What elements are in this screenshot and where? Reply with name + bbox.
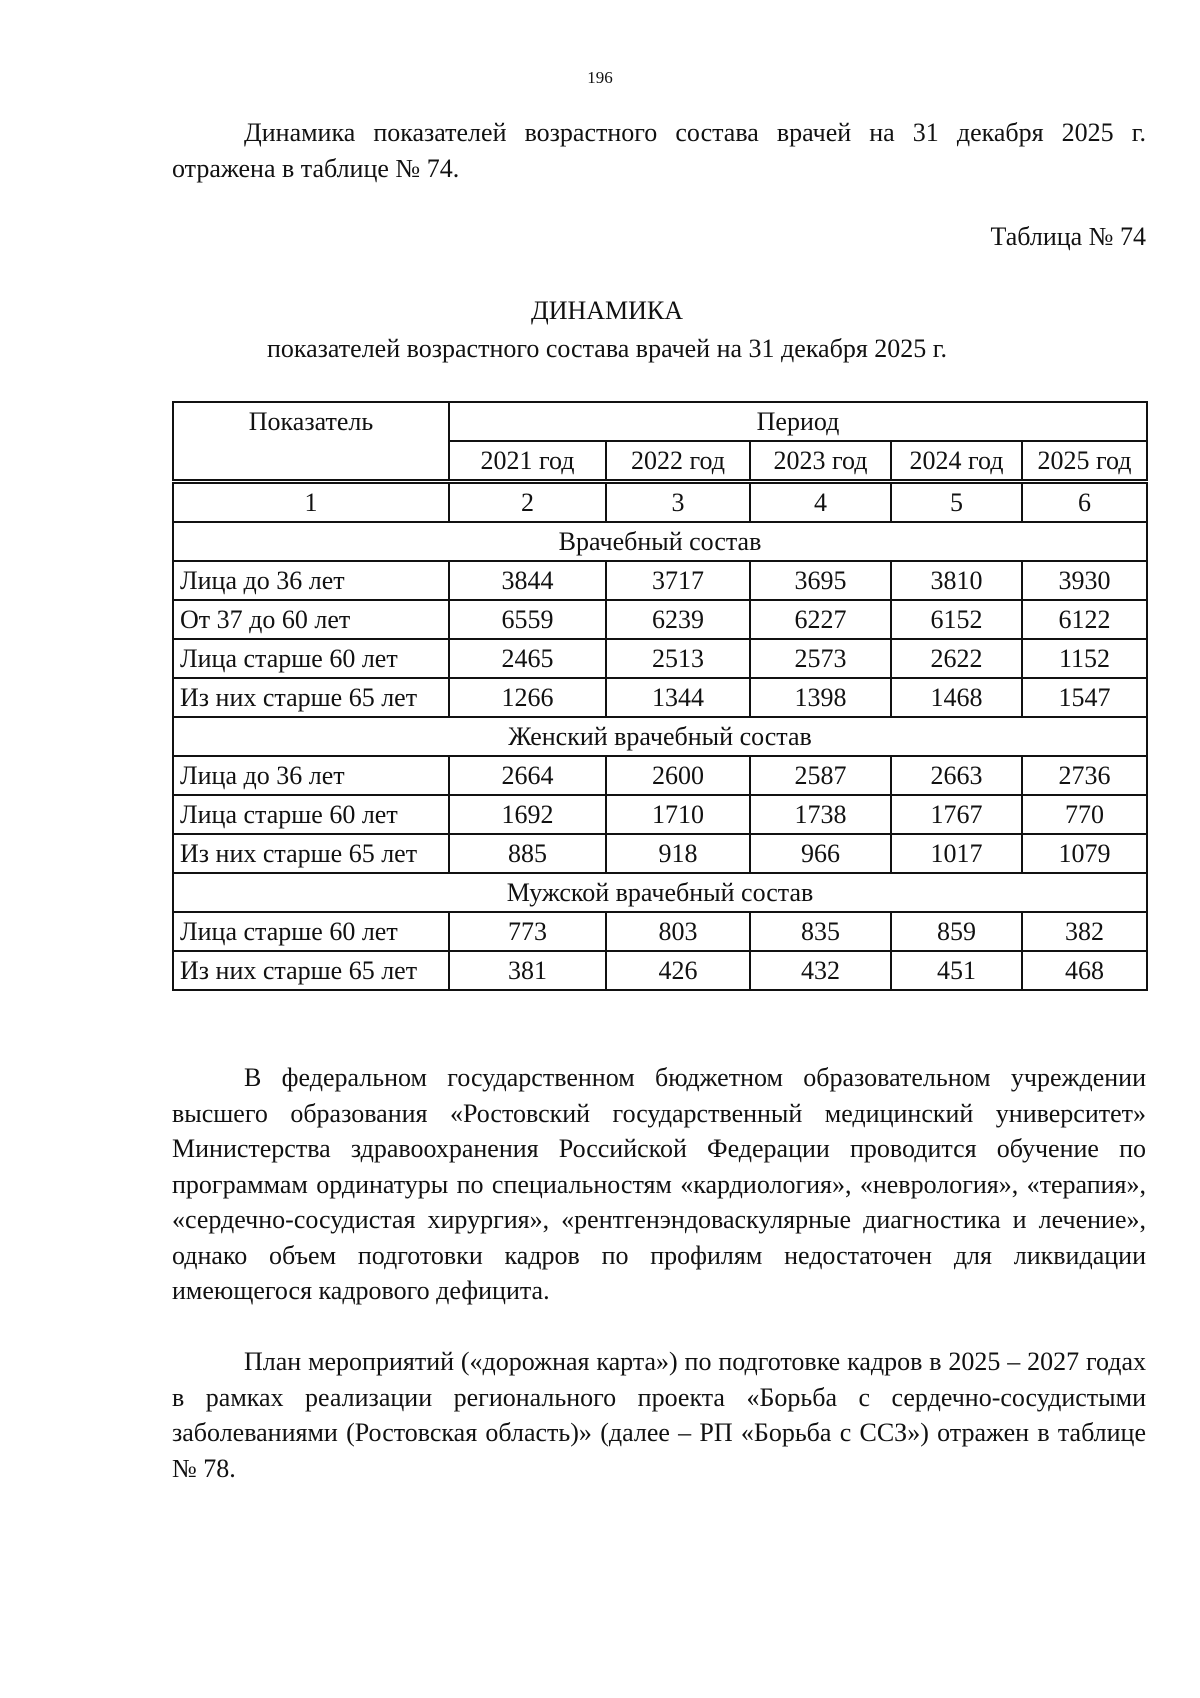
table-row xyxy=(173,951,1147,990)
table-cell: 773 xyxy=(449,912,606,951)
header-period: Период xyxy=(449,402,1147,441)
header-year: 2024 год xyxy=(891,441,1022,482)
table-row xyxy=(173,561,1147,600)
table-cell: 1710 xyxy=(606,795,750,834)
row-label: Из них старше 65 лет xyxy=(173,951,449,990)
table-row xyxy=(173,795,1147,834)
table-cell: 3717 xyxy=(606,561,750,600)
table-cell: 2663 xyxy=(891,756,1022,795)
table-cell: 382 xyxy=(1022,912,1147,951)
table-row xyxy=(173,639,1147,678)
table-cell: 859 xyxy=(891,912,1022,951)
table-cell: 3695 xyxy=(750,561,891,600)
table-cell: 1738 xyxy=(750,795,891,834)
table-row xyxy=(173,912,1147,951)
section-row xyxy=(173,522,1147,561)
table-row xyxy=(173,834,1147,873)
row-label: Лица старше 60 лет xyxy=(173,795,449,834)
table-cell: 2573 xyxy=(750,639,891,678)
table-cell: 1767 xyxy=(891,795,1022,834)
table-cell: 966 xyxy=(750,834,891,873)
table-cell: 468 xyxy=(1022,951,1147,990)
section-title: Женский врачебный состав xyxy=(173,717,1147,756)
body-paragraph-roadmap: План мероприятий («дорожная карта») по подготовке кадров в 2025 – 2027 годах в рамках реализации регионального проекта «Борьба с сердечно-сосудистыми заболеваниями (Ростовская область)» (далее – РП «Борьба с ССЗ») отражен в таблице № 78. xyxy=(172,1347,1146,1483)
section-title: Мужской врачебный состав xyxy=(173,873,1147,912)
table-row xyxy=(173,600,1147,639)
table-row xyxy=(173,756,1147,795)
table-cell: 2622 xyxy=(891,639,1022,678)
row-label: Лица старше 60 лет xyxy=(173,639,449,678)
table-cell: 6227 xyxy=(750,600,891,639)
row-label: Лица старше 60 лет xyxy=(173,912,449,951)
table-cell: 770 xyxy=(1022,795,1147,834)
table-cell: 2600 xyxy=(606,756,750,795)
table-cell: 918 xyxy=(606,834,750,873)
table-subtitle xyxy=(0,334,1200,364)
body-paragraph-training: В федеральном государственном бюджетном образовательном учреждении высшего образования «Ростовский государственный медицинский университет» Министерства здравоохранения Российской Федерации проводится обучение по программам ординатуры по специальностям «кардиология», «неврология», «терапия», «сердечно-сосудистая хирургия», «рентгенэндоваскулярные диагностика и лечение», однако объем подготовки кадров по профилям недостаточен для ликвидации имеющегося кадрового дефицита. xyxy=(172,1063,1146,1305)
table-cell: 6152 xyxy=(891,600,1022,639)
table-cell: 803 xyxy=(606,912,750,951)
table-cell: 1547 xyxy=(1022,678,1147,717)
table-cell: 3844 xyxy=(449,561,606,600)
table-cell: 885 xyxy=(449,834,606,873)
table-cell: 2513 xyxy=(606,639,750,678)
table-cell: 1079 xyxy=(1022,834,1147,873)
header-row-period xyxy=(173,402,1147,441)
column-number: 2 xyxy=(449,482,606,523)
column-number: 4 xyxy=(750,482,891,523)
column-number: 6 xyxy=(1022,482,1147,523)
table-cell: 1152 xyxy=(1022,639,1147,678)
table-cell: 1468 xyxy=(891,678,1022,717)
table-cell: 432 xyxy=(750,951,891,990)
table-cell: 2587 xyxy=(750,756,891,795)
table-cell: 3930 xyxy=(1022,561,1147,600)
table-cell: 426 xyxy=(606,951,750,990)
section-row xyxy=(173,717,1147,756)
table-cell: 1398 xyxy=(750,678,891,717)
column-number: 5 xyxy=(891,482,1022,523)
table-row xyxy=(173,678,1147,717)
header-indicator: Показатель xyxy=(173,402,449,482)
table-cell: 6559 xyxy=(449,600,606,639)
section-title: Врачебный состав xyxy=(173,522,1147,561)
column-number: 1 xyxy=(173,482,449,523)
table-cell: 451 xyxy=(891,951,1022,990)
section-row xyxy=(173,873,1147,912)
header-year: 2021 год xyxy=(449,441,606,482)
table-cell: 2664 xyxy=(449,756,606,795)
table-cell: 1692 xyxy=(449,795,606,834)
table-cell: 2465 xyxy=(449,639,606,678)
row-label: Из них старше 65 лет xyxy=(173,678,449,717)
table-title: ДИНАМИКА xyxy=(530,296,684,325)
age-composition-table xyxy=(172,401,1148,991)
row-label: От 37 до 60 лет xyxy=(173,600,449,639)
intro-paragraph: Динамика показателей возрастного состава врачей на 31 декабря 2025 г. отражена в таблице № 74. xyxy=(172,118,1146,183)
table-label: Таблица № 74 xyxy=(990,222,1146,251)
table-cell: 835 xyxy=(750,912,891,951)
table-cell: 6122 xyxy=(1022,600,1147,639)
table-cell: 2736 xyxy=(1022,756,1147,795)
row-label: Лица до 36 лет xyxy=(173,561,449,600)
table-subtitle-text: показателей возрастного состава врачей на 31 декабря 2025 г. xyxy=(266,334,948,363)
row-label: Лица до 36 лет xyxy=(173,756,449,795)
column-numbering-row xyxy=(173,482,1147,523)
table-cell: 1344 xyxy=(606,678,750,717)
table-cell: 3810 xyxy=(891,561,1022,600)
header-year: 2022 год xyxy=(606,441,750,482)
table-cell: 6239 xyxy=(606,600,750,639)
table-cell: 1266 xyxy=(449,678,606,717)
header-year: 2025 год xyxy=(1022,441,1147,482)
row-label: Из них старше 65 лет xyxy=(173,834,449,873)
column-number: 3 xyxy=(606,482,750,523)
page-number: 196 xyxy=(587,68,613,87)
table-cell: 1017 xyxy=(891,834,1022,873)
header-year: 2023 год xyxy=(750,441,891,482)
table-cell: 381 xyxy=(449,951,606,990)
